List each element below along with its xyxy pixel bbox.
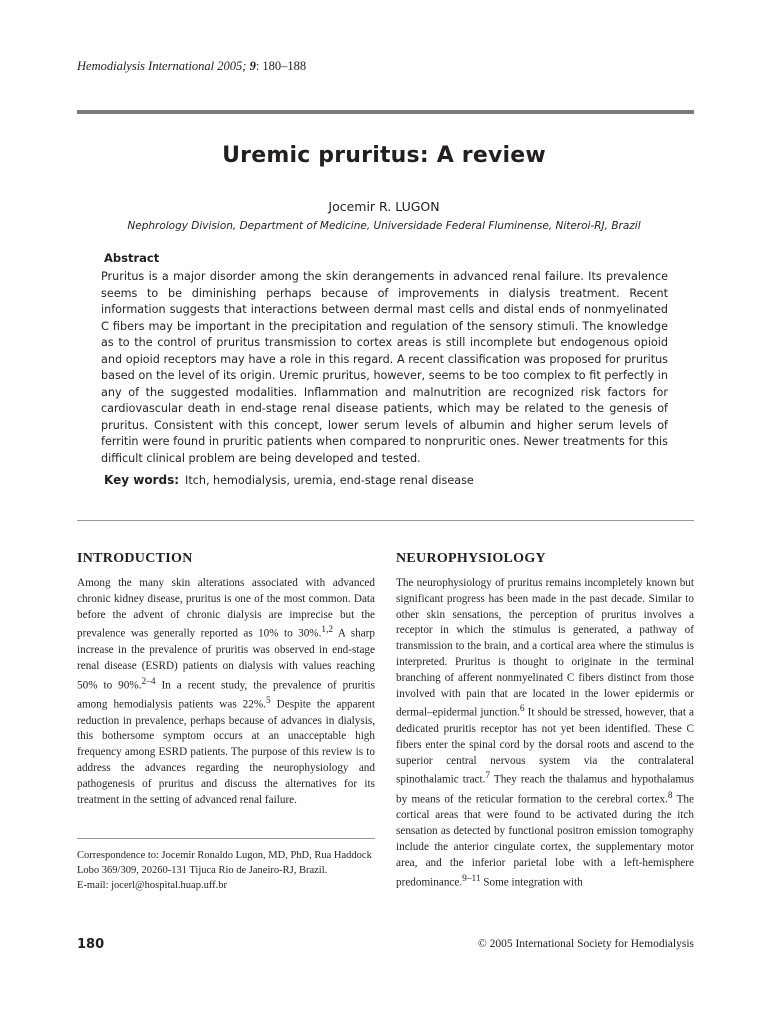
correspondence-note: [77, 848, 377, 893]
keywords: [104, 473, 474, 487]
keywords-text: Itch, hemodialysis, uremia, end-stage renal disease: [185, 474, 474, 487]
intro-text-part: Among the many skin alterations associated with advanced chronic kidney disease, pruritus is one of the most common. Data before the advent of chronic dialysis are imprecise but the prevalence was generally reported as 10% to 30%.: [77, 577, 375, 641]
correspondence-address: Correspondence to: Jocemir Ronaldo Lugon, MD, PhD, Rua Haddock Lobo 369/309, 20260-131 Tijuca Rio de Janeiro-RJ, Brazil.: [77, 850, 372, 876]
intro-text-part: In a recent study, the prevalence of pruritis among hemodialysis patients was 22%.: [77, 679, 376, 711]
journal-pages: : 180–188: [255, 59, 307, 73]
page-number: 180: [77, 937, 105, 952]
introduction-text: [77, 576, 375, 808]
abstract-text: Pruritus is a major disorder among the skin derangements in advanced renal failure. Its prevalence seems to be diminishing perhaps because of improvements in dialysis treatment. Recent information suggests that interactions between dermal mast cells and distal ends of nonmyelinated C fibers may be important in the precipitation and regulation of the sensory stimuli. The knowledge as to the control of pruritus transmission to cortex areas is still incomplete but endogenous opioid and opioid receptors may have a role in this regard. A recent classification was proposed for pruritus based on the level of its origin. Uremic pruritus, however, seems to be too complex to fit perfectly in any of the suggested modalities. Inflammation and malnutrition are recognized risk factors for cardiovascular death in end-stage renal disease patients, which may be related to the genesis of pruritus. Consistent with this concept, lower serum levels of albumin and higher serum levels of ferritin were found in pruritic patients when compared to nonpruritic ones. Newer treatments for this difficult clinical problem are being developed and tested.: [101, 270, 668, 465]
intro-text-part: Despite the apparent reduction in prevalence, perhaps because of advances in dialysis, this bothersome symptom occurs at an unacceptable high frequency among ESRD patients. The purpose of this review is to address the advances regarding the neurophysiology and pathogenesis of pruritus and discuss the alternatives for its treatment in the setting of advanced renal failure.: [77, 698, 375, 806]
footnote-rule: [77, 838, 375, 839]
citation-ref: 8: [667, 790, 673, 801]
neuro-text-part: The cortical areas that were found to be activated during the itch sensation as detected by functional positron emission tomography include the anterior cingulate cortex, the supplementary motor area, and the inferior parietal lobe with a left-hemisphere predominance.: [396, 793, 694, 889]
citation-ref: 9–11: [462, 873, 481, 884]
author-affiliation: Nephrology Division, Department of Medicine, Universidade Federal Fluminense, Niteroi-RJ, Brazil: [127, 220, 641, 232]
citation-ref: 6: [519, 704, 525, 715]
intro-text-part: A sharp increase in the prevalence of pruritis was observed in end-stage renal disease (ESRD) patients on dialysis with values reaching 50% to 90%.: [77, 628, 375, 692]
header-rule: [77, 110, 694, 114]
correspondence-email: E-mail: jocerl@hospital.huap.uff.br: [77, 880, 228, 891]
keywords-label: Key words:: [104, 473, 180, 487]
neurophysiology-heading: NEUROPHYSIOLOGY: [396, 551, 546, 566]
section-divider: [77, 520, 694, 521]
abstract-heading: Abstract: [104, 251, 160, 265]
introduction-heading: INTRODUCTION: [77, 551, 193, 566]
citation-ref: 1,2: [321, 625, 334, 636]
copyright-notice: © 2005 International Society for Hemodialysis: [477, 938, 694, 950]
article-title: Uremic pruritus: A review: [222, 143, 546, 168]
citation-ref: 5: [265, 696, 271, 707]
citation-ref: 2–4: [141, 676, 156, 687]
neuro-text-part: Some integration with: [480, 876, 583, 889]
neuro-text-part: It should be stressed, however, that a dedicated pruritis receptor has not yet been identified. These C fibers enter the spinal cord by the dorsal roots and ascend to the superior central nervous system via the contralateral spinothalamic tract.: [396, 707, 694, 787]
journal-citation: [77, 59, 306, 74]
article-author: Jocemir R. LUGON: [328, 199, 440, 214]
journal-name: Hemodialysis International 2005;: [77, 59, 247, 73]
neurophysiology-text: [396, 576, 694, 891]
neuro-text-part: The neurophysiology of pruritus remains incompletely known but significant progress has been made in the past decade. Similar to other skin sensations, the perception of pruritus involves a receptor in which the stimulus is generated, a pathway of transmission to the brain, and a cortical area where the stimulus is interpreted. Pruritus is thought to originate in the terminal branching of afferent nonmyelinated C fibers distinct from those involved with pain that are located in the lower epidermis or dermal–epidermal junction.: [396, 577, 694, 720]
citation-ref: 7: [485, 771, 491, 782]
neuro-text-part: They reach the thalamus and hypothalamus by means of the reticular formation to the cerebral cortex.: [396, 774, 694, 806]
journal-volume: 9: [249, 59, 256, 73]
